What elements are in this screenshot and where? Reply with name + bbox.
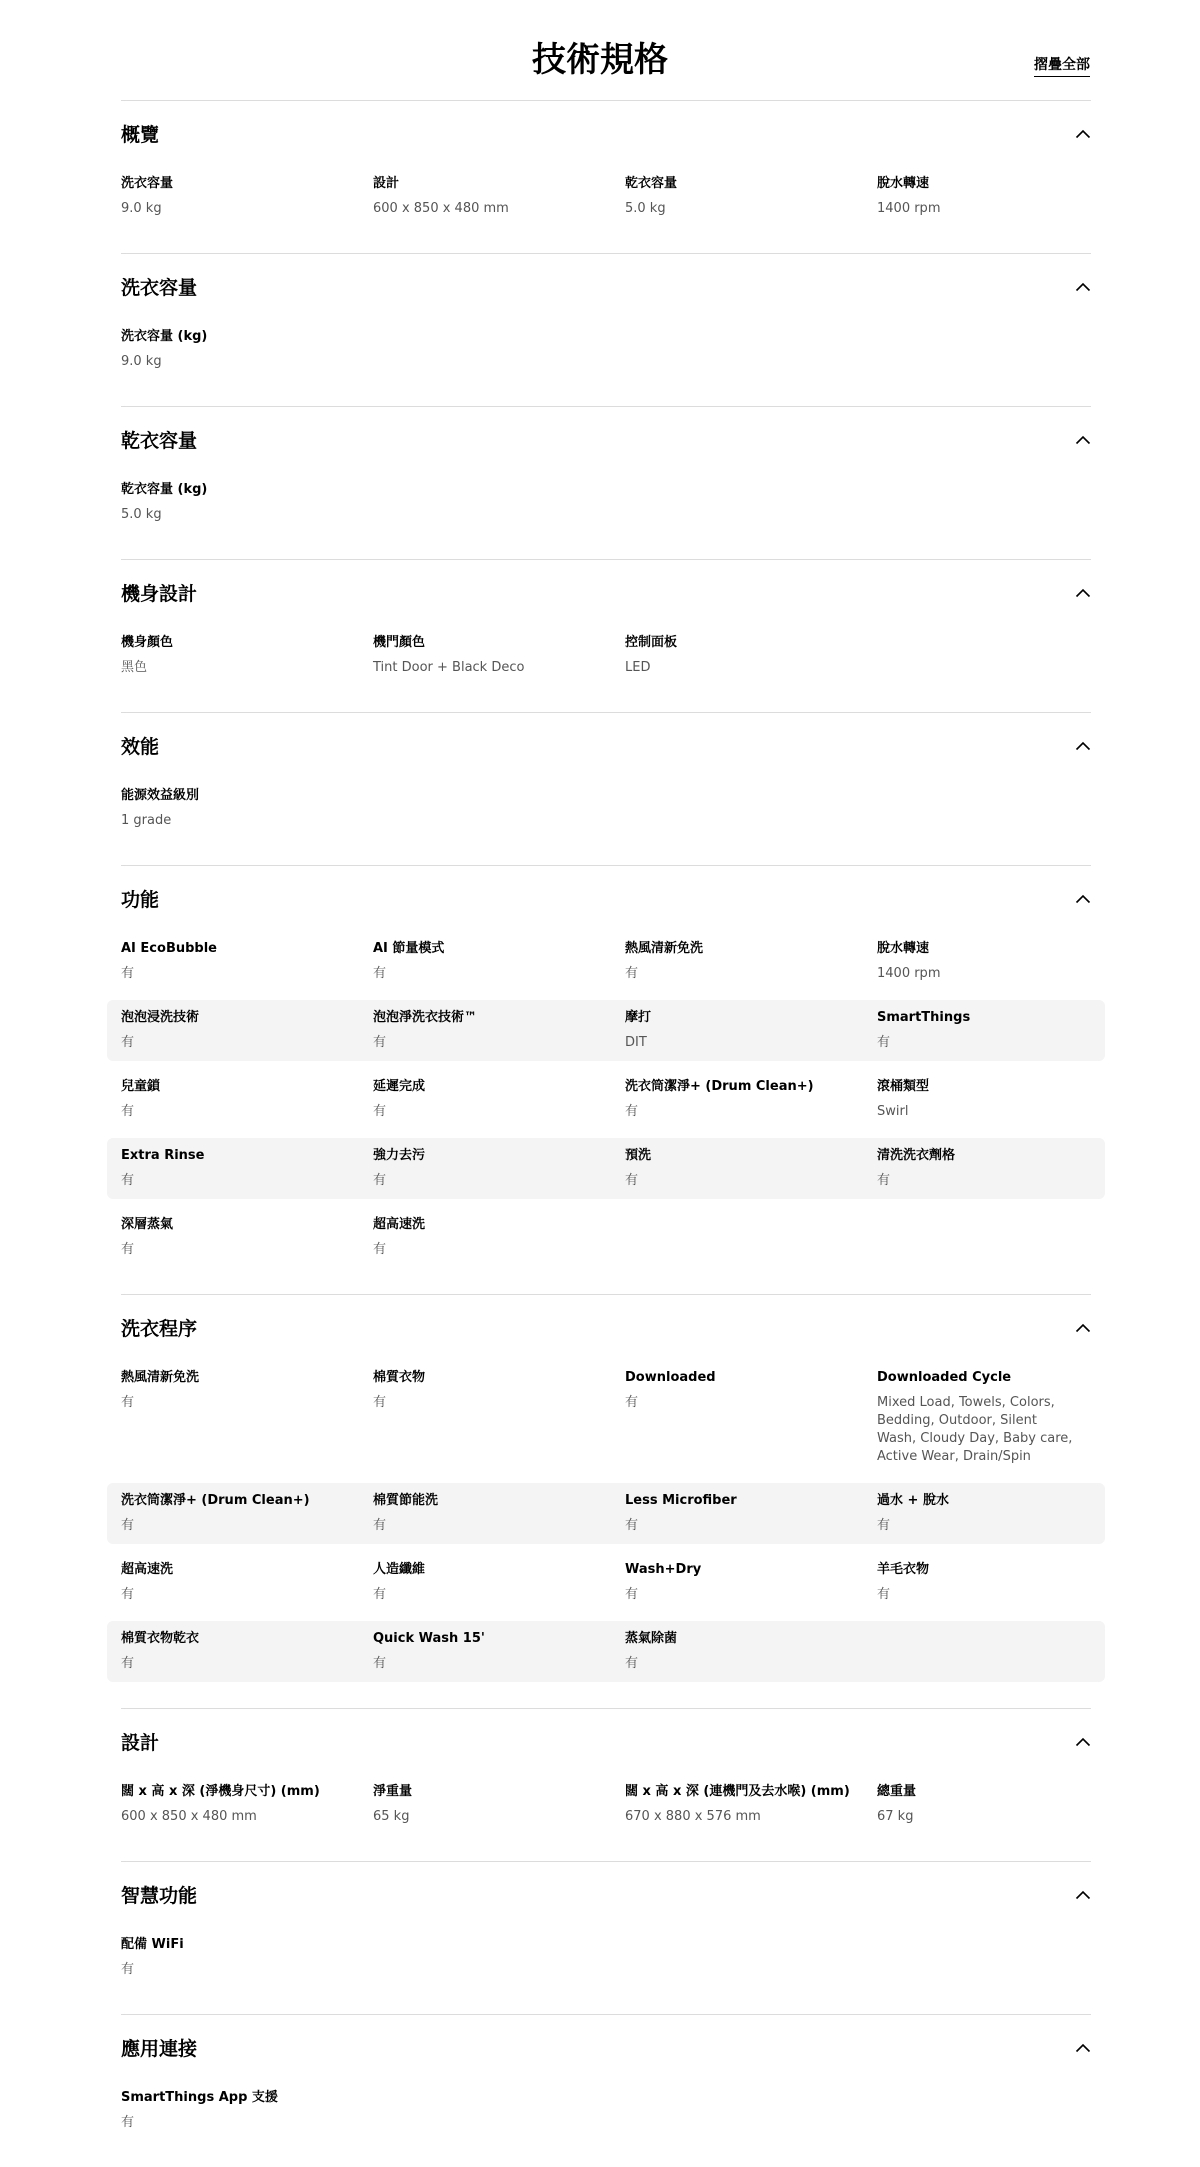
spec-item	[373, 1147, 625, 1190]
spec-item	[625, 175, 877, 218]
spec-row	[107, 1927, 1105, 1988]
section-header[interactable]	[121, 579, 1091, 609]
spec-item	[373, 940, 625, 983]
spec-label: 棉質衣物	[373, 1370, 426, 1385]
spec-value: 有	[121, 1587, 135, 1602]
spec-item	[625, 1492, 877, 1535]
spec-item	[373, 1783, 625, 1826]
spec-row	[107, 166, 1105, 227]
spec-value: 有	[877, 1518, 891, 1533]
spec-value: 65 kg	[373, 1809, 410, 1824]
spec-item	[121, 1078, 373, 1121]
section-title: 效能	[121, 736, 160, 758]
spec-label: 摩打	[625, 1010, 652, 1025]
spec-item	[877, 940, 1091, 983]
spec-item	[121, 1561, 373, 1604]
spec-item	[121, 328, 373, 371]
spec-item	[373, 1369, 625, 1466]
spec-item	[121, 481, 373, 524]
spec-value: 有	[121, 1035, 135, 1050]
spec-rows	[121, 319, 1091, 406]
spec-section	[121, 559, 1091, 712]
spec-row	[107, 931, 1105, 992]
spec-rows	[121, 166, 1091, 253]
spec-label: 洗衣筒潔淨+ (Drum Clean+)	[625, 1079, 814, 1094]
spec-value: 有	[625, 1518, 639, 1533]
spec-value: DIT	[625, 1035, 647, 1050]
spec-value: 600 x 850 x 480 mm	[373, 201, 509, 216]
spec-label: 滾桶類型	[877, 1079, 930, 1094]
spec-label: 延遲完成	[373, 1079, 426, 1094]
spec-label: 洗衣容量	[121, 176, 174, 191]
spec-label: 熱風清新免洗	[625, 941, 704, 956]
spec-label: Quick Wash 15'	[373, 1631, 485, 1646]
chevron-up-icon[interactable]	[1075, 129, 1091, 141]
spec-section	[121, 1708, 1091, 1861]
spec-item	[121, 1009, 373, 1052]
spec-label: 乾衣容量	[625, 176, 678, 191]
section-title: 洗衣容量	[121, 277, 198, 299]
spec-label: SmartThings App 支援	[121, 2090, 278, 2105]
spec-label: 設計	[373, 176, 400, 191]
spec-label: 洗衣容量 (kg)	[121, 329, 208, 344]
spec-label: 泡泡淨洗衣技術™	[373, 1010, 478, 1025]
spec-value: 有	[121, 1518, 135, 1533]
spec-label: 淨重量	[373, 1784, 413, 1799]
spec-label: 人造纖維	[373, 1562, 426, 1577]
spec-row	[107, 1207, 1105, 1268]
spec-item	[877, 1561, 1091, 1604]
spec-value: Tint Door + Black Deco	[373, 660, 525, 675]
spec-label: 控制面板	[625, 635, 678, 650]
chevron-up-icon[interactable]	[1075, 894, 1091, 906]
spec-value: 黑色	[121, 660, 148, 675]
spec-row	[107, 472, 1105, 533]
spec-item	[373, 175, 625, 218]
chevron-up-icon[interactable]	[1075, 282, 1091, 294]
page-title: 技術規格	[532, 40, 668, 80]
spec-section	[121, 865, 1091, 1294]
spec-label: 棉質衣物乾衣	[121, 1631, 200, 1646]
spec-item	[121, 787, 373, 830]
section-title: 機身設計	[121, 583, 198, 605]
spec-item	[373, 634, 625, 677]
spec-section	[121, 253, 1091, 406]
section-header[interactable]	[121, 120, 1091, 150]
section-header[interactable]	[121, 426, 1091, 456]
spec-item	[373, 1630, 625, 1673]
spec-label: AI EcoBubble	[121, 941, 217, 956]
spec-row	[107, 319, 1105, 380]
spec-item	[877, 1783, 1091, 1826]
spec-value: 有	[373, 1104, 387, 1119]
chevron-up-icon[interactable]	[1075, 435, 1091, 447]
spec-rows	[121, 1774, 1091, 1861]
spec-row	[107, 778, 1105, 839]
spec-item	[121, 1936, 373, 1979]
spec-label: 羊毛衣物	[877, 1562, 930, 1577]
spec-row	[107, 1138, 1105, 1199]
section-title: 應用連接	[121, 2038, 198, 2060]
spec-row	[107, 1552, 1105, 1613]
spec-item	[373, 1078, 625, 1121]
spec-label: 機門顏色	[373, 635, 426, 650]
spec-label: 兒童鎖	[121, 1079, 161, 1094]
spec-item	[121, 1369, 373, 1466]
spec-label: Extra Rinse	[121, 1148, 205, 1163]
spec-row	[107, 625, 1105, 686]
spec-value: 600 x 850 x 480 mm	[121, 1809, 257, 1824]
chevron-up-icon[interactable]	[1075, 1323, 1091, 1335]
spec-section	[121, 406, 1091, 559]
spec-sections	[121, 100, 1091, 2167]
spec-value: 5.0 kg	[121, 507, 162, 522]
spec-item	[121, 1147, 373, 1190]
spec-item	[625, 1078, 877, 1121]
spec-row	[107, 1621, 1105, 1682]
spec-row	[107, 1360, 1105, 1475]
section-header[interactable]	[121, 732, 1091, 762]
spec-label: Wash+Dry	[625, 1562, 702, 1577]
section-header[interactable]	[121, 1881, 1091, 1911]
spec-item	[121, 1216, 373, 1259]
section-title: 功能	[121, 889, 160, 911]
spec-value: 有	[625, 1395, 639, 1410]
spec-value: LED	[625, 660, 651, 675]
spec-label: AI 節量模式	[373, 941, 445, 956]
spec-label: 脫水轉速	[877, 941, 930, 956]
spec-label: 闊 x 高 x 深 (連機門及去水喉) (mm)	[625, 1784, 850, 1799]
spec-value: 有	[373, 1587, 387, 1602]
spec-item	[877, 1078, 1091, 1121]
spec-value: 有	[121, 1173, 135, 1188]
spec-rows	[121, 1927, 1091, 2014]
spec-label: 能源效益級別	[121, 788, 200, 803]
spec-value: 有	[877, 1587, 891, 1602]
spec-item	[625, 1369, 877, 1466]
spec-value: 有	[121, 2115, 135, 2130]
spec-value: 1400 rpm	[877, 201, 941, 216]
spec-item	[625, 1630, 877, 1673]
section-header[interactable]	[121, 273, 1091, 303]
spec-value: 有	[373, 1518, 387, 1533]
section-header[interactable]	[121, 2034, 1091, 2064]
spec-item	[877, 1492, 1091, 1535]
spec-label: 過水 + 脫水	[877, 1493, 949, 1508]
spec-item	[625, 1009, 877, 1052]
spec-value: 有	[373, 1173, 387, 1188]
spec-label: 棉質節能洗	[373, 1493, 439, 1508]
spec-row	[107, 1483, 1105, 1544]
spec-value: 有	[877, 1035, 891, 1050]
section-title: 智慧功能	[121, 1885, 198, 1907]
spec-item	[121, 634, 373, 677]
spec-value: 有	[877, 1173, 891, 1188]
spec-label: 強力去污	[373, 1148, 426, 1163]
spec-value: 有	[121, 1242, 135, 1257]
spec-value: 67 kg	[877, 1809, 914, 1824]
spec-item	[877, 1147, 1091, 1190]
spec-rows	[121, 931, 1091, 1294]
spec-label: 超高速洗	[373, 1217, 426, 1232]
chevron-up-icon[interactable]	[1075, 1737, 1091, 1749]
spec-label: 熱風清新免洗	[121, 1370, 200, 1385]
spec-label: 機身顏色	[121, 635, 174, 650]
spec-item	[625, 1147, 877, 1190]
spec-rows	[121, 778, 1091, 865]
spec-section	[121, 2014, 1091, 2167]
spec-value: 有	[373, 1035, 387, 1050]
spec-item	[877, 1009, 1091, 1052]
spec-item	[373, 1009, 625, 1052]
spec-item	[625, 940, 877, 983]
spec-section	[121, 1861, 1091, 2014]
spec-rows	[121, 472, 1091, 559]
spec-row	[107, 2080, 1105, 2141]
spec-label: 總重量	[877, 1784, 917, 1799]
spec-label: Less Microfiber	[625, 1493, 737, 1508]
collapse-all-link[interactable]: 摺疊全部	[1034, 56, 1090, 77]
chevron-up-icon[interactable]	[1075, 741, 1091, 753]
spec-item	[121, 940, 373, 983]
spec-value: 有	[625, 1104, 639, 1119]
spec-value: 有	[625, 966, 639, 981]
spec-label: Downloaded Cycle	[877, 1370, 1012, 1385]
spec-value: 5.0 kg	[625, 201, 666, 216]
spec-label: 預洗	[625, 1148, 652, 1163]
section-title: 乾衣容量	[121, 430, 198, 452]
spec-value: 有	[373, 966, 387, 981]
spec-label: 超高速洗	[121, 1562, 174, 1577]
spec-value: Mixed Load, Towels, Colors, Bedding, Outdoor, Silent Wash, Cloudy Day, Baby care, Active Wear, Drain/Spin	[877, 1395, 1073, 1464]
section-header[interactable]	[121, 885, 1091, 915]
spec-label: 清洗洗衣劑格	[877, 1148, 956, 1163]
spec-value: 有	[121, 966, 135, 981]
spec-label: 深層蒸氣	[121, 1217, 174, 1232]
spec-item	[373, 1561, 625, 1604]
spec-value: 有	[625, 1173, 639, 1188]
chevron-up-icon[interactable]	[1075, 588, 1091, 600]
spec-value: 有	[373, 1395, 387, 1410]
spec-rows	[121, 1360, 1091, 1708]
spec-item	[625, 1561, 877, 1604]
spec-row	[107, 1069, 1105, 1130]
spec-value: 有	[121, 1962, 135, 1977]
spec-section	[121, 1294, 1091, 1708]
spec-item	[373, 1216, 625, 1259]
spec-section	[121, 712, 1091, 865]
spec-label: Downloaded	[625, 1370, 716, 1385]
section-title: 設計	[121, 1732, 160, 1754]
spec-item	[121, 2089, 373, 2132]
spec-value: 有	[625, 1656, 639, 1671]
spec-value: 9.0 kg	[121, 354, 162, 369]
spec-value: 1400 rpm	[877, 966, 941, 981]
spec-value: 有	[121, 1104, 135, 1119]
spec-label: 蒸氣除菌	[625, 1631, 678, 1646]
spec-label: 脫水轉速	[877, 176, 930, 191]
spec-label: 乾衣容量 (kg)	[121, 482, 208, 497]
spec-item	[625, 634, 877, 677]
spec-value: 有	[373, 1242, 387, 1257]
spec-item	[121, 1492, 373, 1535]
section-title: 洗衣程序	[121, 1318, 198, 1340]
section-header[interactable]	[121, 1314, 1091, 1344]
spec-rows	[121, 625, 1091, 712]
spec-item	[121, 1783, 373, 1826]
spec-section	[121, 100, 1091, 253]
section-header[interactable]	[121, 1728, 1091, 1758]
spec-row	[107, 1774, 1105, 1835]
spec-value: 有	[373, 1656, 387, 1671]
spec-label: SmartThings	[877, 1010, 971, 1025]
spec-value: 9.0 kg	[121, 201, 162, 216]
spec-label: 泡泡浸洗技術	[121, 1010, 200, 1025]
chevron-up-icon[interactable]	[1075, 1890, 1091, 1902]
chevron-up-icon[interactable]	[1075, 2043, 1091, 2055]
spec-value: 有	[625, 1587, 639, 1602]
spec-label: 闊 x 高 x 深 (淨機身尺寸) (mm)	[121, 1784, 320, 1799]
spec-item	[877, 175, 1091, 218]
spec-item	[373, 1492, 625, 1535]
spec-label: 配備 WiFi	[121, 1937, 184, 1952]
spec-value: Swirl	[877, 1104, 909, 1119]
spec-item	[877, 1369, 1091, 1466]
spec-row	[107, 1000, 1105, 1061]
spec-rows	[121, 2080, 1091, 2167]
spec-item	[625, 1783, 877, 1826]
spec-item	[121, 175, 373, 218]
spec-label: 洗衣筒潔淨+ (Drum Clean+)	[121, 1493, 310, 1508]
spec-value: 1 grade	[121, 813, 172, 828]
spec-value: 有	[121, 1656, 135, 1671]
spec-value: 有	[121, 1395, 135, 1410]
spec-value: 670 x 880 x 576 mm	[625, 1809, 761, 1824]
spec-item	[121, 1630, 373, 1673]
section-title: 概覽	[121, 124, 160, 146]
